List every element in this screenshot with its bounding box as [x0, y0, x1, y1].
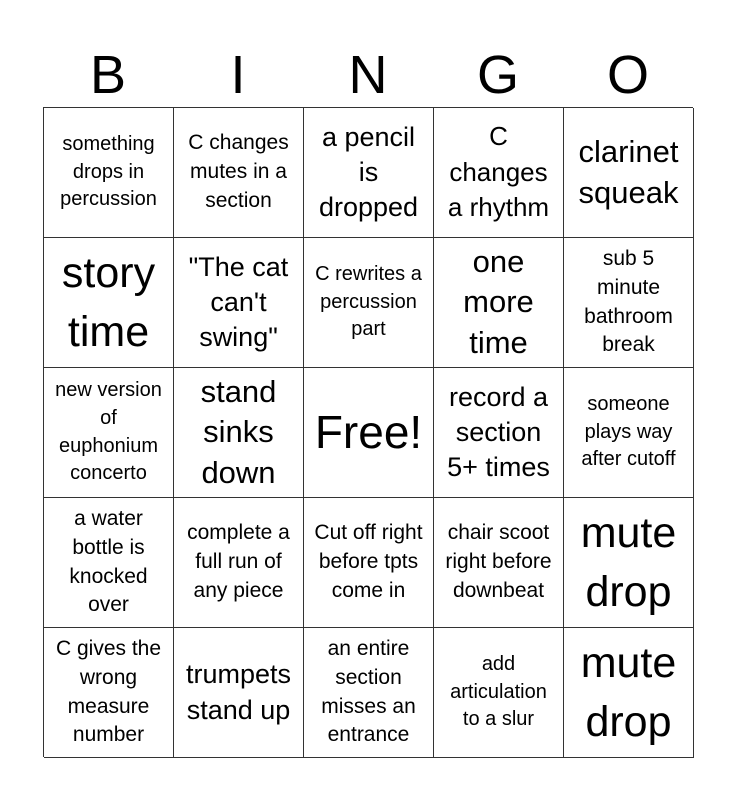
cell-text: "The cat can't swing" — [188, 251, 289, 353]
cell-text: one more time — [463, 244, 534, 360]
header-letter-i: I — [230, 45, 246, 105]
cell-text: chair scoot right before downbeat — [445, 521, 552, 602]
header-letter-g: G — [476, 45, 519, 105]
cell-text: record a section 5+ times — [447, 381, 550, 483]
cell-text: stand sinks down — [200, 374, 277, 490]
cell-text: complete a full run of any piece — [187, 521, 290, 602]
cell-text: clarinet squeak — [578, 134, 679, 210]
bingo-cell[interactable] — [564, 368, 694, 498]
bingo-cell[interactable] — [304, 628, 434, 758]
cell-text: someone plays way after cutoff — [581, 393, 676, 471]
bingo-card — [43, 107, 693, 757]
cell-text: C changes a rhythm — [447, 120, 550, 223]
cell-text: add articulation to a slur — [450, 653, 547, 731]
cell-text: a water bottle is knocked over — [69, 506, 148, 617]
header-letter-o: O — [606, 45, 649, 105]
header-letter-b: B — [89, 45, 127, 105]
free-space-text: Free! — [314, 405, 423, 458]
bingo-cell[interactable] — [174, 108, 304, 238]
bingo-cell[interactable] — [304, 498, 434, 628]
cell-text: something drops in percussion — [60, 133, 157, 211]
bingo-cell[interactable] — [44, 368, 174, 498]
bingo-cell[interactable] — [44, 498, 174, 628]
cell-text: mute drop — [580, 639, 677, 746]
bingo-cell[interactable] — [304, 108, 434, 238]
bingo-cell[interactable] — [434, 628, 564, 758]
bingo-cell[interactable] — [44, 108, 174, 238]
bingo-cell[interactable] — [564, 628, 694, 758]
cell-text: C rewrites a percussion part — [315, 263, 422, 341]
bingo-cell[interactable] — [174, 628, 304, 758]
bingo-cell[interactable] — [44, 238, 174, 368]
cell-text: mute drop — [580, 509, 677, 616]
bingo-cell[interactable] — [434, 498, 564, 628]
bingo-cell[interactable] — [174, 498, 304, 628]
bingo-cell[interactable] — [174, 368, 304, 498]
cell-text: C changes mutes in a section — [188, 131, 289, 212]
bingo-header — [43, 42, 693, 108]
bingo-cell[interactable] — [564, 498, 694, 628]
bingo-cell[interactable] — [564, 108, 694, 238]
bingo-cell[interactable] — [434, 368, 564, 498]
bingo-cell[interactable] — [304, 238, 434, 368]
cell-text: an entire section misses an entrance — [321, 636, 416, 747]
cell-text: sub 5 minute bathroom break — [584, 246, 673, 357]
bingo-cell[interactable] — [434, 108, 564, 238]
cell-text: new version of euphonium concerto — [55, 379, 162, 485]
cell-text: trumpets stand up — [185, 659, 292, 725]
bingo-cell free-space[interactable] — [304, 368, 434, 498]
bingo-cell[interactable] — [44, 628, 174, 758]
cell-text: a pencil is dropped — [318, 121, 419, 223]
bingo-cell[interactable] — [434, 238, 564, 368]
bingo-cell[interactable] — [174, 238, 304, 368]
header-letter-n: N — [348, 45, 388, 105]
cell-text: Cut off right before tpts come in — [314, 521, 423, 602]
cell-text: C gives the wrong measure number — [55, 636, 162, 747]
bingo-cell[interactable] — [564, 238, 694, 368]
cell-text: story time — [61, 249, 156, 356]
